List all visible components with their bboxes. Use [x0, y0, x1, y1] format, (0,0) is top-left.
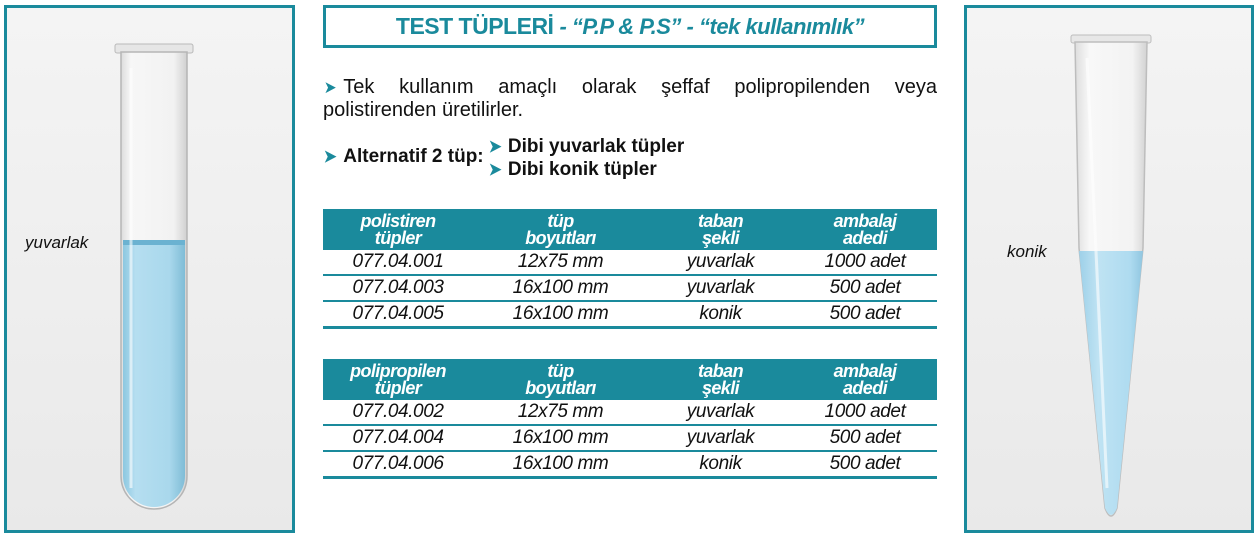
product-info-section	[323, 5, 937, 474]
column-header: tüp boyutları	[525, 211, 596, 248]
tube-size-cell: 16x100 mm	[473, 275, 648, 301]
alternatives-label: Alternatif 2 tüp:	[343, 146, 484, 167]
round-tube-image-panel	[4, 5, 295, 533]
table-row	[323, 451, 937, 478]
product-code-cell: 077.04.002	[323, 400, 473, 425]
alternative-option: ➤ Dibi yuvarlak tüpler	[488, 136, 685, 157]
conical-tube-image-panel	[964, 5, 1254, 533]
package-qty-cell: 500 adet	[793, 301, 937, 328]
intro-paragraph	[323, 76, 937, 121]
table-row	[323, 301, 937, 328]
tube-size-cell: 12x75 mm	[473, 250, 648, 275]
package-qty-cell: 1000 adet	[793, 400, 937, 425]
arrow-bullet-icon: ➤	[488, 160, 502, 179]
package-qty-cell: 500 adet	[793, 425, 937, 451]
page-subtitle: - “P.P & P.S” - “tek kullanımlık”	[559, 13, 865, 39]
product-code-cell: 077.04.001	[323, 250, 473, 275]
bottom-shape-cell: yuvarlak	[648, 275, 793, 301]
package-qty-cell: 500 adet	[793, 451, 937, 478]
table-row	[323, 250, 937, 275]
arrow-bullet-icon: ➤	[323, 147, 337, 166]
product-code-cell: 077.04.003	[323, 275, 473, 301]
column-header: polistiren tüpler	[360, 211, 436, 248]
alternative-option: ➤ Dibi konik tüpler	[488, 159, 657, 180]
tube-size-cell: 16x100 mm	[473, 301, 648, 328]
conical-tube-illustration	[967, 8, 1254, 533]
column-header: taban şekli	[697, 211, 743, 248]
product-code-cell: 077.04.004	[323, 425, 473, 451]
arrow-bullet-icon: ➤	[323, 78, 337, 97]
product-code-cell: 077.04.005	[323, 301, 473, 328]
title-banner	[323, 5, 937, 48]
product-code-cell: 077.04.006	[323, 451, 473, 478]
package-qty-cell: 500 adet	[793, 275, 937, 301]
intro-text: Tek kullanım amaçlı olarak şeffaf polipropilenden veya polistirenden üretilirler.	[323, 76, 937, 121]
table-header-row	[323, 209, 937, 250]
bottom-shape-cell: yuvarlak	[648, 425, 793, 451]
page-title: TEST TÜPLERİ	[395, 13, 554, 39]
bottom-shape-cell: yuvarlak	[648, 400, 793, 425]
tube-shape-caption: yuvarlak	[25, 233, 89, 252]
bottom-shape-cell: konik	[648, 301, 793, 328]
round-bottom-tube-illustration	[7, 8, 295, 533]
table-header-row	[323, 359, 937, 400]
table-row	[323, 425, 937, 451]
column-header: ambalaj adedi	[833, 211, 897, 248]
column-header: polipropilen tüpler	[350, 361, 446, 398]
table-row	[323, 275, 937, 301]
polipropilen-products-table	[323, 359, 937, 479]
column-header: tüp boyutları	[525, 361, 596, 398]
tube-size-cell: 16x100 mm	[473, 425, 648, 451]
tube-shape-caption: konik	[1007, 242, 1047, 261]
column-header: taban şekli	[697, 361, 743, 398]
alternatives-list	[488, 135, 685, 181]
column-header: ambalaj adedi	[833, 361, 897, 398]
tube-size-cell: 16x100 mm	[473, 451, 648, 478]
arrow-bullet-icon: ➤	[488, 137, 502, 156]
bottom-shape-cell: yuvarlak	[648, 250, 793, 275]
polistiren-products-table	[323, 209, 937, 329]
table-row	[323, 400, 937, 425]
bottom-shape-cell: konik	[648, 451, 793, 478]
alternatives-block	[323, 135, 937, 181]
package-qty-cell: 1000 adet	[793, 250, 937, 275]
tube-size-cell: 12x75 mm	[473, 400, 648, 425]
